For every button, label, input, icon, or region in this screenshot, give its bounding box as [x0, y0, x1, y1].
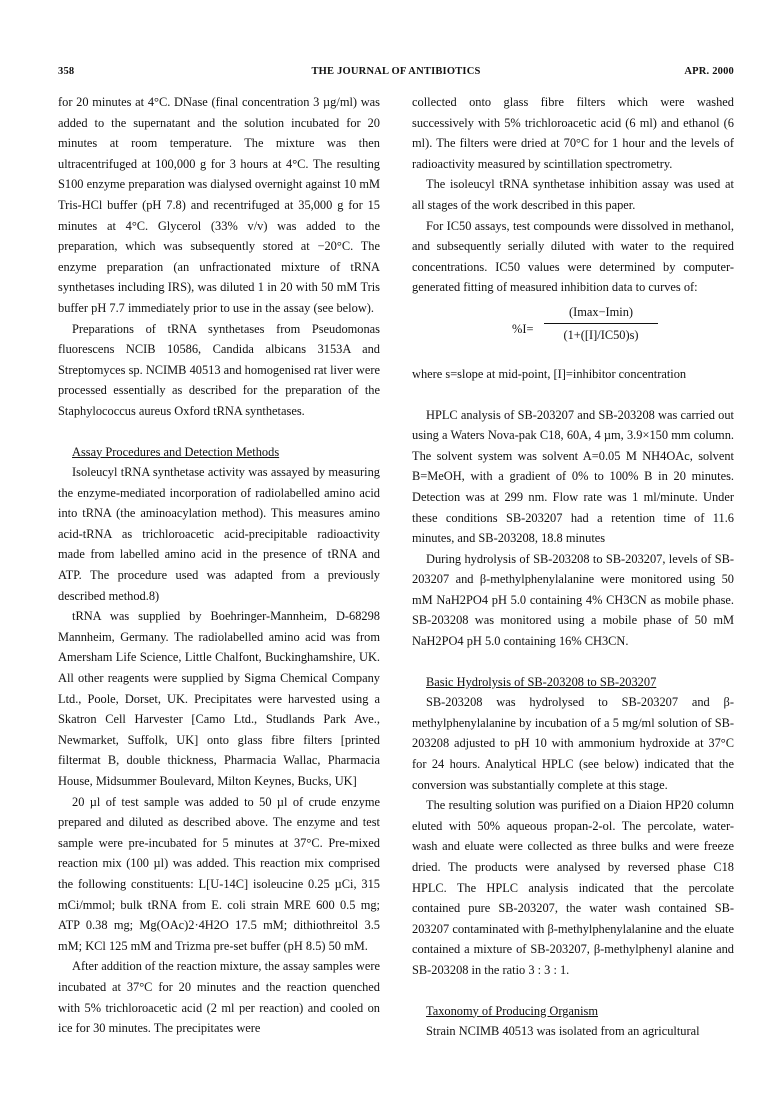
ic50-formula [412, 302, 734, 356]
paragraph: 20 µl of test sample was added to 50 µl of crude enzyme prepared and diluted as described above. The enzyme and test sample were pre-incubated for 5 minutes at 37°C. Pre-mixed reaction mix (100 µl) was added. This reaction mix comprised the following constituents: L[U-14C] isoleucine 0.25 µCi, 315 mCi/mmol; bulk tRNA from E. coli strain MRE 600 0.5 mg; ATP 0.38 mg; Mg(OAc)2·4H2O 17.5 mM; dithiothreitol 3.5 mM; KCl 125 mM and Trizma pre-set buffer (pH 8.5) 50 mM. [58, 794, 380, 953]
paragraph: Isoleucyl tRNA synthetase activity was assayed by measuring the enzyme-mediated incorporation of radiolabelled amino acid into tRNA (the aminoacylation method). This measures amino acid-tRNA as trichloroacetic acid-precipitable radioactivity made from labelled amino acid in the presence of tRNA and ATP. The procedure used was adapted from a previously described method.8) [58, 465, 380, 603]
paragraph: collected onto glass fibre filters which were washed successively with 5% trichloroacetic acid (6 ml) and ethanol (6 ml). The filters were dried at 70°C for 1 hour and the levels of radioactivity measured by scintillation spectrometry. [412, 95, 734, 171]
left-column [58, 92, 380, 1039]
journal-title: THE JOURNAL OF ANTIBIOTICS [311, 66, 481, 77]
fraction-bar [544, 323, 658, 324]
section-heading-hydrolysis: Basic Hydrolysis of SB-203208 to SB-203207 [426, 674, 657, 689]
paragraph: The isoleucyl tRNA synthetase inhibition assay was used at all stages of the work described in this paper. [412, 177, 734, 212]
paragraph: SB-203208 was hydrolysed to SB-203207 and β-methylphenylalanine by incubation of a 5 mg/ml solution of SB-203208 adjusted to pH 10 with ammonium hydroxide at 37°C for 24 hours. Analytical HPLC (see below) indicated that the conversion was substantially complete at this stage. [412, 695, 734, 792]
section-heading-assay: Assay Procedures and Detection Methods [72, 444, 280, 459]
section-heading-taxonomy: Taxonomy of Producing Organism [426, 1003, 599, 1018]
paragraph: for 20 minutes at 4°C. DNase (final concentration 3 µg/ml) was added to the supernatant and the solution incubated for 20 minutes at room temperature. The mixture was then ultracentrifuged at 100,000 g for 3 hours at 4°C. The resulting S100 enzyme preparation was dialysed overnight against 10 mM Tris-HCl buffer (pH 7.8) and recentrifuged at 35,000 g for 15 minutes at 4°C. Glycerol (33% v/v) was added to the preparation, which was subsequently stored at −20°C. The enzyme preparation (an unfractionated mixture of tRNA synthetases including IRS), was diluted 1 in 20 with 50 mM Tris buffer pH 7.7 immediately prior to use in the assay (see below). [58, 95, 380, 315]
paragraph: HPLC analysis of SB-203207 and SB-203208 was carried out using a Waters Nova-pak C18, 60A, 4 µm, 3.9×150 mm column. The solvent system was solvent A=0.05 M NH4OAc, solvent B=MeOH, with a gradient of 0% to 100% B in 20 minutes. Detection was at 299 nm. Flow rate was 1 ml/minute. Under these conditions SB-203207 had a retention time of 11.6 minutes, and SB-203208, 18.8 minutes [412, 407, 734, 546]
paragraph: where s=slope at mid-point, [I]=inhibitor concentration [412, 366, 687, 381]
formula-denominator: (1+([I]/IC50)s) [563, 327, 639, 342]
page-number: 358 [58, 66, 75, 77]
running-header [58, 66, 734, 82]
right-column [412, 92, 734, 1042]
formula-fraction [542, 302, 660, 345]
paragraph: Preparations of tRNA synthetases from Pseudomonas fluorescens NCIB 10586, Candida albicans 3153A and Streptomyces sp. NCIMB 40513 and homogenised rat liver were processed essentially as described for the preparation of the Staphylococcus aureus Oxford tRNA synthetases. [58, 321, 380, 418]
paragraph: The resulting solution was purified on a Diaion HP20 column eluted with 50% aqueous propan-2-ol. The percolate, water-wash and eluate were collected as three bulks and were freeze dried. The products were analysed by reversed phase C18 HPLC. The HPLC analysis indicated that the percolate contained pure SB-203207, the water wash contained SB-203207 contaminated with β-methylphenylalanine and the eluate contained a mixture of SB-203207, β-methylphenyl alanine and SB-203208 in the ratio 3 : 3 : 1. [412, 798, 734, 977]
paragraph: After addition of the reaction mixture, the assay samples were incubated at 37°C for 20 minutes and the reaction quenched with 5% trichloroacetic acid (2 ml per reaction) and cooled on ice for 30 minutes. The precipitates were [58, 959, 380, 1036]
formula-lhs: %I= [512, 321, 534, 336]
paragraph: During hydrolysis of SB-203208 to SB-203207, levels of SB-203207 and β-methylphenylalanine were monitored using 50 mM NaH2PO4 pH 5.0 containing 4% CH3CN as mobile phase. SB-203208 was monitored using a mobile phase of 50 mM NaH2PO4 pH 5.0 containing 16% CH3CN. [412, 551, 734, 649]
paragraph: tRNA was supplied by Boehringer-Mannheim, D-68298 Mannheim, Germany. The radiolabelled amino acid was from Amersham Life Science, Little Chalfont, Buckinghamshire, UK. All other reagents were supplied by Sigma Chemical Company Ltd., Poole, Dorset, UK. Precipitates were harvested using a Skatron Cell Harvester [Camo Ltd., Studlands Park Ave., Newmarket, Suffolk, UK] onto glass fibre filters [printed filtermat B, double thickness, Pharmacia Wallac, Pharmacia House, Midsummer Boulevard, Milton Keynes, Bucks, UK] [58, 609, 380, 788]
issue-date: APR. 2000 [684, 66, 734, 77]
formula-numerator: (Imax−Imin) [568, 304, 634, 319]
paragraph: Strain NCIMB 40513 was isolated from an agricultural [426, 1024, 700, 1039]
paragraph: For IC50 assays, test compounds were dissolved in methanol, and subsequently serially diluted with water to the required concentrations. IC50 values were determined by computer-generated fitting of measured inhibition data to curves of: [412, 218, 734, 295]
